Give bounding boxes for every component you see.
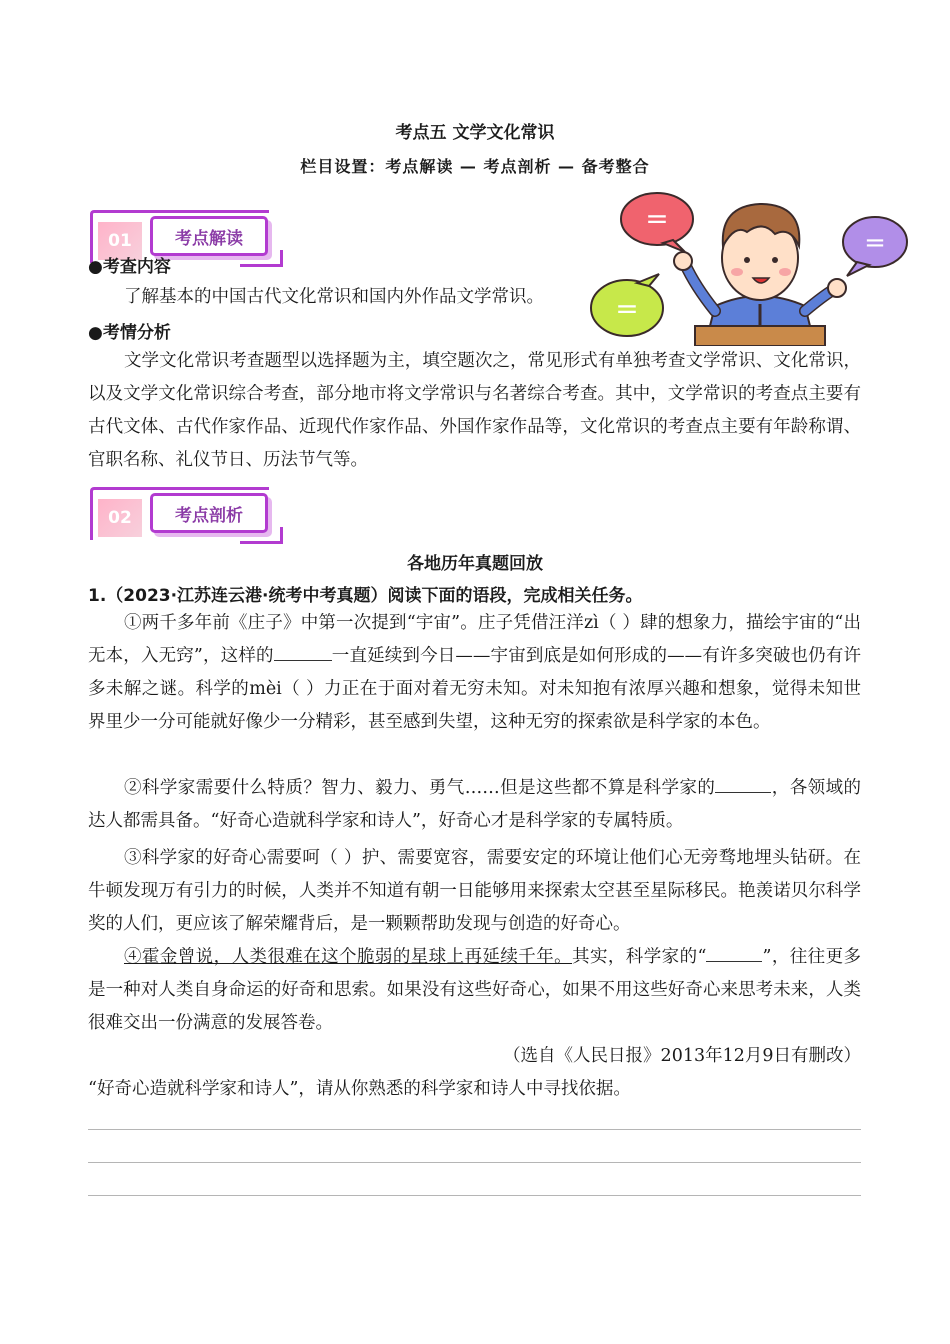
- source-citation: （选自《人民日报》2013年12月9日有删改）: [503, 1046, 861, 1066]
- badge-number: 02: [98, 499, 142, 537]
- content-heading: ●考查内容: [88, 257, 171, 274]
- paragraph-1: ①两千多年前《庄子》中第一次提到“宇宙”。庄子凭借汪洋zì（ ）肆的想象力，描绘宇宙的“出无本，入无窍”，这样的 一直延续到今日——宇宙到底是如何形成的——有许多突破也仍有许多未解之谜。科学的mèi（ ）力正在于面对着无穷未知。对未知抱有浓厚兴趣和想象，觉得未知世界里少一分可能就好像少一分精彩，甚至感到失望，这种无穷的探索欲是科学家的本色。: [88, 613, 861, 732]
- teacher-illustration: [585, 186, 915, 346]
- badge-label: 考点剖析: [150, 493, 268, 533]
- speech-bubble-red: [621, 193, 693, 252]
- svg-text:=: =: [615, 292, 639, 325]
- paragraph-4: ④霍金曾说，人类很难在这个脆弱的星球上再延续千年。其实，科学家的“ ”，往往更多是一种对人类自身命运的好奇和思索。如果没有这些好奇心，如果不用这些好奇心来思考未来，人类很难交出一份满意的发展答卷。: [88, 947, 862, 1033]
- underlined-sentence: ④霍金曾说，人类很难在这个脆弱的星球上再延续千年。: [124, 947, 573, 967]
- teacher-figure: [674, 204, 846, 346]
- analysis-text: 文学文化常识考查题型以选择题为主，填空题次之，常见形式有单独考查文学常识、文化常识，以及文学文化常识综合考查，部分地市将文学常识与名著综合考查。其中，文学常识的考查点主要有古代文体、古代作家作品、近现代作家作品、外国作家作品等，文化常识的考查点主要有年龄称谓、官职名称、礼仪节日、历法节气等。: [88, 351, 861, 470]
- svg-text:=: =: [864, 228, 886, 258]
- content-text: 了解基本的中国古代文化常识和国内外作品文学常识。: [124, 287, 544, 307]
- column-subtitle: 栏目设置：考点解读 — 考点剖析 — 备考整合: [300, 157, 650, 176]
- answer-line[interactable]: [88, 1195, 861, 1196]
- section-badge-02: [90, 487, 290, 547]
- speech-bubble-purple: [843, 217, 907, 276]
- emphasized-char: 呵: [302, 848, 321, 868]
- badge-number: 01: [98, 222, 142, 260]
- fill-blank[interactable]: [706, 961, 762, 962]
- answer-line[interactable]: [88, 1162, 861, 1163]
- answer-line[interactable]: [88, 1129, 861, 1130]
- fill-blank[interactable]: [715, 792, 771, 793]
- task-prompt: “好奇心造就科学家和诗人”，请从你熟悉的科学家和诗人中寻找依据。: [88, 1079, 631, 1099]
- badge-label: 考点解读: [150, 216, 268, 256]
- fill-blank[interactable]: [274, 660, 332, 661]
- paragraph-3: ③科学家的好奇心需要呵（ ）护、需要宽容，需要安定的环境让他们心无旁骛地埋头钻研。在牛顿发现万有引力的时候，人类并不知道有朝一日能够用来探索太空甚至星际移民。艳羡诺贝尔科学奖的人们，更应该了解荣耀背后，是一颗颗帮助发现与创造的好奇心。: [88, 848, 862, 934]
- analysis-heading: ●考情分析: [88, 323, 171, 343]
- speech-bubble-green: [591, 274, 663, 336]
- question-stem: 1.（2023·江苏连云港·统考中考真题）阅读下面的语段，完成相关任务。: [88, 586, 643, 606]
- page-title: 考点五 文学文化常识: [395, 123, 555, 143]
- paragraph-2: ②科学家需要什么特质？智力、毅力、勇气……但是这些都不算是科学家的 ，各领域的达人都需具备。“好奇心造就科学家和诗人”，好奇心才是科学家的专属特质。: [88, 778, 862, 831]
- svg-text:=: =: [645, 202, 669, 235]
- section-heading: 各地历年真题回放: [407, 554, 543, 574]
